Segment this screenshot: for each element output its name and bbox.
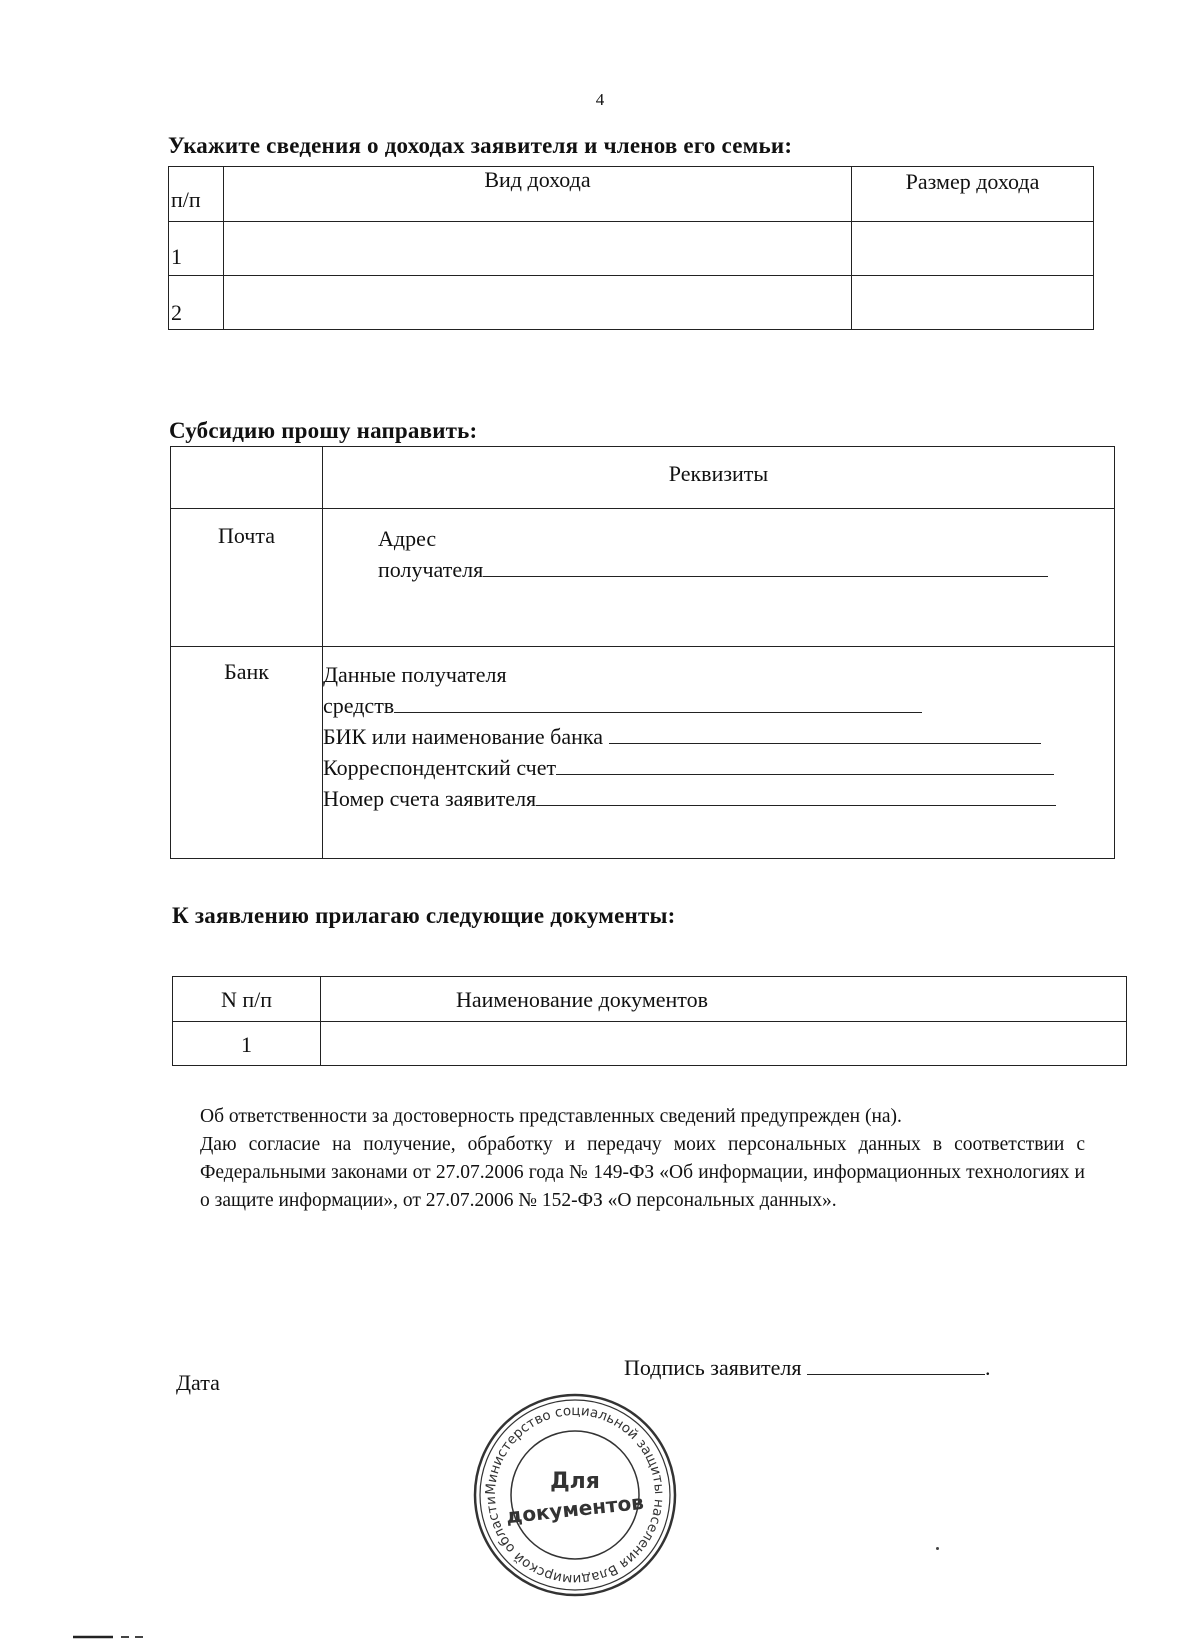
bank-recipient-label-2: средств [323,693,395,718]
date-label: Дата [176,1370,220,1395]
subsidy-bank-row [171,647,1115,859]
income-col-num: п/п [169,167,224,222]
margin-mark [73,1627,143,1633]
mail-label: Почта [217,523,276,548]
documents-header-row [173,977,1127,1022]
income-row [169,222,1094,276]
mail-recipient-label: получателя [378,557,484,582]
mail-address-label: Адрес [378,526,437,551]
bank-recipient-label: Данные получателя [323,662,507,687]
income-col-type: Вид дохода [224,167,852,222]
bank-label: Банк [224,659,269,684]
declaration-text [200,1103,1085,1215]
bank-corr-account-label: Корреспондентский счет [323,755,557,780]
income-table [168,166,1094,330]
income-row [169,276,1094,330]
income-row-number: 2 [171,300,182,325]
income-heading: Укажите сведения о доходах заявителя и членов его семьи: [168,133,793,158]
signature-label: Подпись заявителя [624,1355,802,1380]
income-amount-field[interactable] [852,276,1094,330]
document-name-field[interactable] [321,1022,1127,1066]
income-type-field[interactable] [224,222,852,276]
responsibility-statement: Об ответственности за достоверность представленных сведений предупрежден (на). [200,1106,902,1127]
bank-recipient-field[interactable] [394,692,922,713]
documents-row [173,1022,1127,1066]
income-row-number: 1 [171,244,182,269]
stamp-center-line1: Для [550,1469,600,1494]
income-amount-field[interactable] [852,222,1094,276]
bank-bik-label: БИК или наименование банка [323,724,604,749]
subsidy-header-row [171,447,1115,509]
documents-heading: К заявлению прилагаю следующие документы: [172,903,676,928]
page-number: 4 [595,90,605,109]
mail-address-field[interactable] [483,556,1048,577]
documents-col-name: Наименование документов [321,977,1127,1022]
stamp-seal [470,1390,680,1600]
subsidy-table [170,446,1115,859]
income-col-amount: Размер дохода [852,167,1094,222]
documents-col-num: N п/п [173,977,321,1022]
stamp-center-line2: документов [504,1489,645,1529]
subsidy-heading: Субсидию прошу направить: [169,418,478,443]
signature-field[interactable] [807,1354,985,1375]
income-header-row [169,167,1094,222]
speck-mark [936,1547,939,1550]
documents-row-number: 1 [241,1032,252,1057]
signature-line: Подпись заявителя . [624,1355,991,1380]
bank-account-field[interactable] [536,785,1056,806]
bank-corr-account-field[interactable] [556,754,1054,775]
subsidy-col-requisites: Реквизиты [323,447,1115,509]
income-type-field[interactable] [224,276,852,330]
bank-account-label: Номер счета заявителя [323,786,537,811]
consent-statement: Даю согласие на получение, обработку и передачу моих персональных данных в соответствии с Федеральными законами от 27.07.2006 года № 149-ФЗ «Об информации, информационных технологиях и о защите информации», от 27.07.2006 № 152-ФЗ «О персональных данных». [200,1134,1085,1211]
stamp-ring-text: Министерство социальной защиты населения Владимирской области [482,1402,668,1588]
bank-bik-field[interactable] [609,723,1041,744]
official-stamp [470,1390,680,1600]
subsidy-mail-row [171,509,1115,647]
documents-table [172,976,1127,1066]
